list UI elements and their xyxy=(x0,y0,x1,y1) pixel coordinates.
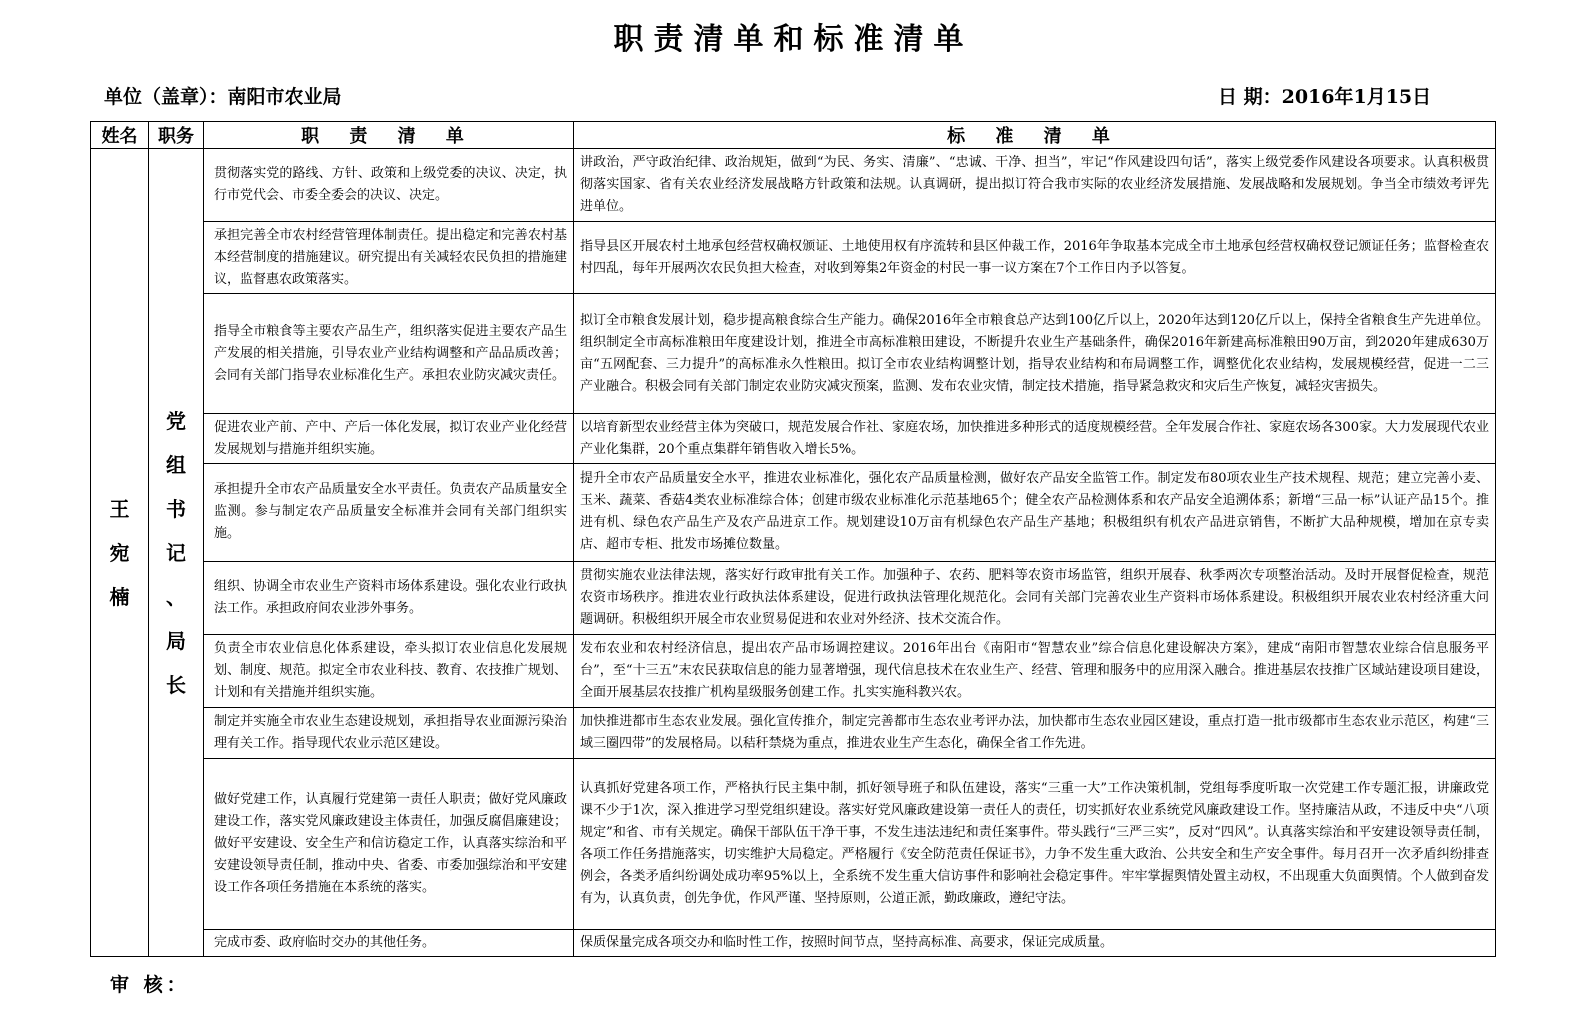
duty-cell: 制定并实施全市农业生态建设规划，承担指导农业面源污染治理有关工作。指导现代农业示范区建设。 xyxy=(204,707,574,758)
table-row xyxy=(91,464,1496,562)
table-row xyxy=(91,929,1496,957)
header-duties: 职 责 清 单 xyxy=(204,122,574,149)
table-row xyxy=(91,634,1496,707)
position-char: 记 xyxy=(166,540,186,565)
duty-cell: 完成市委、政府临时交办的其他任务。 xyxy=(204,929,574,957)
table-row xyxy=(91,758,1496,929)
person-name-cell xyxy=(91,149,149,957)
standard-cell: 指导县区开展农村土地承包经营权确权颁证、土地使用权有序流转和县区仲裁工作，2016年争取基本完成全市土地承包经营权确权登记颁证任务；监督检查农村四乱，每年开展两次农民负担大检查，对收到筹集2年资金的村民一事一议方案在7个工作日内予以答复。 xyxy=(574,222,1496,294)
header-name: 姓名 xyxy=(91,122,149,149)
table-row xyxy=(91,707,1496,758)
duty-cell: 组织、协调全市农业生产资料市场体系建设。强化农业行政执法工作。承担政府间农业涉外事务。 xyxy=(204,561,574,634)
name-char: 楠 xyxy=(109,584,130,609)
standard-cell: 加快推进都市生态农业发展。强化宣传推介，制定完善都市生态农业考评办法，加快都市生态农业园区建设，重点打造一批市级都市生态农业示范区，构建“三域三圈四带”的发展格局。以秸秆禁烧为重点，推进农业生产生态化，确保全省工作先进。 xyxy=(574,707,1496,758)
table-header-row xyxy=(91,122,1496,149)
duty-standard-table xyxy=(90,121,1496,957)
standard-cell: 发布农业和农村经济信息，提出农产品市场调控建议。2016年出台《南阳市“智慧农业”综合信息化建设解决方案》，建成“南阳市智慧农业综合信息服务平台”，至“十三五”末农民获取信息的能力显著增强，现代信息技术在农业生产、经营、管理和服务中的应用深入融合。推进基层农技推广区域站建设项目建设，全面开展基层农技推广机构星级服务创建工作。扎实实施科教兴农。 xyxy=(574,634,1496,707)
duty-cell: 做好党建工作，认真履行党建第一责任人职责；做好党风廉政建设工作，落实党风廉政建设主体责任，加强反腐倡廉建设；做好平安建设、安全生产和信访稳定工作，认真落实综治和平安建设领导责任制，推动中央、省委、市委加强综治和平安建设工作各项任务措施在本系统的落实。 xyxy=(204,758,574,929)
duty-cell: 承担完善全市农村经营管理体制责任。提出稳定和完善农村基本经营制度的措施建议。研究提出有关减轻农民负担的措施建议，监督惠农政策落实。 xyxy=(204,222,574,294)
duty-cell: 贯彻落实党的路线、方针、政策和上级党委的决议、决定，执行市党代会、市委全委会的决议、决定。 xyxy=(204,149,574,222)
standard-cell: 拟订全市粮食发展计划，稳步提高粮食综合生产能力。确保2016年全市粮食总产达到100亿斤以上，2020年达到120亿斤以上，保持全省粮食生产先进单位。组织制定全市高标准粮田年度建设计划，推进全市高标准粮田建设，不断提升农业生产基础条件，确保2016年新建高标准粮田90万亩，到2020年建成630万亩“五网配套、三力提升”的高标准永久性粮田。拟订全市农业结构调整计划，指导农业结构和布局调整工作，调整优化农业结构，发展规模经营，促进一二三产业融合。积极会同有关部门制定农业防灾减灾预案，监测、发布农业灾情，制定技术措施，指导紧急救灾和灾后生产恢复，减轻灾害损失。 xyxy=(574,294,1496,414)
header-standards: 标 准 清 单 xyxy=(574,122,1496,149)
name-char: 王 xyxy=(109,496,130,521)
person-position-cell xyxy=(149,149,204,957)
duty-cell: 促进农业产前、产中、产后一体化发展，拟订农业产业化经营发展规划与措施并组织实施。 xyxy=(204,414,574,464)
table-row xyxy=(91,294,1496,414)
position-char: 局 xyxy=(166,628,186,653)
table-row xyxy=(91,149,1496,222)
position-char: 组 xyxy=(166,452,186,477)
standard-cell: 讲政治，严守政治纪律、政治规矩，做到“为民、务实、清廉”、“忠诚、干净、担当”，牢记“作风建设四句话”，落实上级党委作风建设各项要求。认真积极贯彻落实国家、省有关农业经济发展战略方针政策和法规。认真调研，提出拟订符合我市实际的农业经济发展措施、发展战略和发展规划。争当全市绩效考评先进单位。 xyxy=(574,149,1496,222)
page-title: 职责清单和标准清单 xyxy=(613,22,974,57)
duty-cell: 指导全市粮食等主要农产品生产，组织落实促进主要农产品生产发展的相关措施，引导农业产业结构调整和产品品质改善；会同有关部门指导农业标准化生产。承担农业防灾减灾责任。 xyxy=(204,294,574,414)
table-row xyxy=(91,414,1496,464)
table-row xyxy=(91,222,1496,294)
date-line: 日 期：2016年1月15日 xyxy=(1218,86,1432,108)
position-char: 、 xyxy=(166,584,186,609)
standard-cell: 认真抓好党建各项工作，严格执行民主集中制，抓好领导班子和队伍建设，落实“三重一大”工作决策机制，党组每季度听取一次党建工作专题汇报，讲廉政党课不少于1次，深入推进学习型党组织建设。落实好党风廉政建设第一责任人的责任，切实抓好农业系统党风廉政建设工作。坚持廉洁从政，不违反中央“八项规定”和省、市有关规定。确保干部队伍干净干事，不发生违法违纪和责任案事件。带头践行“三严三实”，反对“四风”。认真落实综治和平安建设领导责任制，各项工作任务措施落实，切实维护大局稳定。严格履行《安全防范责任保证书》，力争不发生重大政治、公共安全和生产安全事件。每月召开一次矛盾纠纷排查例会，各类矛盾纠纷调处成功率95%以上，全系统不发生重大信访事件和影响社会稳定事件。牢牢掌握舆情处置主动权，不出现重大负面舆情。个人做到奋发有为，认真负责，创先争优，作风严谨、坚持原则，公道正派，勤政廉政，遵纪守法。 xyxy=(574,758,1496,929)
standard-cell: 提升全市农产品质量安全水平，推进农业标准化，强化农产品质量检测，做好农产品安全监管工作。制定发布80项农业生产技术规程、规范；建立完善小麦、玉米、蔬菜、香菇4类农业标准综合体；创建市级农业标准化示范基地65个；健全农产品检测体系和农产品安全追溯体系；新增“三品一标”认证产品15个。推进有机、绿色农产品生产及农产品进京工作。规划建设10万亩有机绿色农产品生产基地；积极组织有机农产品进京销售，不断扩大品种规模，增加在京专卖店、超市专柜、批发市场摊位数量。 xyxy=(574,464,1496,562)
header-position: 职务 xyxy=(149,122,204,149)
position-char: 党 xyxy=(166,408,186,433)
duty-cell: 负责全市农业信息化体系建设，牵头拟订农业信息化发展规划、制度、规范。拟定全市农业科技、教育、农技推广规划、计划和有关措施并组织实施。 xyxy=(204,634,574,707)
unit-line: 单位（盖章）：南阳市农业局 xyxy=(104,86,342,108)
standard-cell: 以培育新型农业经营主体为突破口，规范发展合作社、家庭农场，加快推进多种形式的适度规模经营。全年发展合作社、家庭农场各300家。大力发展现代农业产业化集群，20个重点集群年销售收入增长5%。 xyxy=(574,414,1496,464)
standard-cell: 保质保量完成各项交办和临时性工作，按照时间节点，坚持高标准、高要求，保证完成质量。 xyxy=(574,929,1496,957)
duty-cell: 承担提升全市农产品质量安全水平责任。负责农产品质量安全监测。参与制定农产品质量安全标准并会同有关部门组织实施。 xyxy=(204,464,574,562)
table-row xyxy=(91,561,1496,634)
position-char: 长 xyxy=(166,672,186,697)
standard-cell: 贯彻实施农业法律法规，落实好行政审批有关工作。加强种子、农药、肥料等农资市场监管，组织开展春、秋季两次专项整治活动。及时开展督促检查，规范农资市场秩序。推进农业行政执法体系建设，促进行政执法管理化规范化。会同有关部门完善农业生产资料市场体系建设。积极组织开展农业农村经济重大问题调研。积极组织开展全市农业贸易促进和农业对外经济、技术交流合作。 xyxy=(574,561,1496,634)
position-char: 书 xyxy=(166,496,186,521)
name-char: 宛 xyxy=(109,540,130,565)
review-label: 审 核： xyxy=(110,974,190,996)
